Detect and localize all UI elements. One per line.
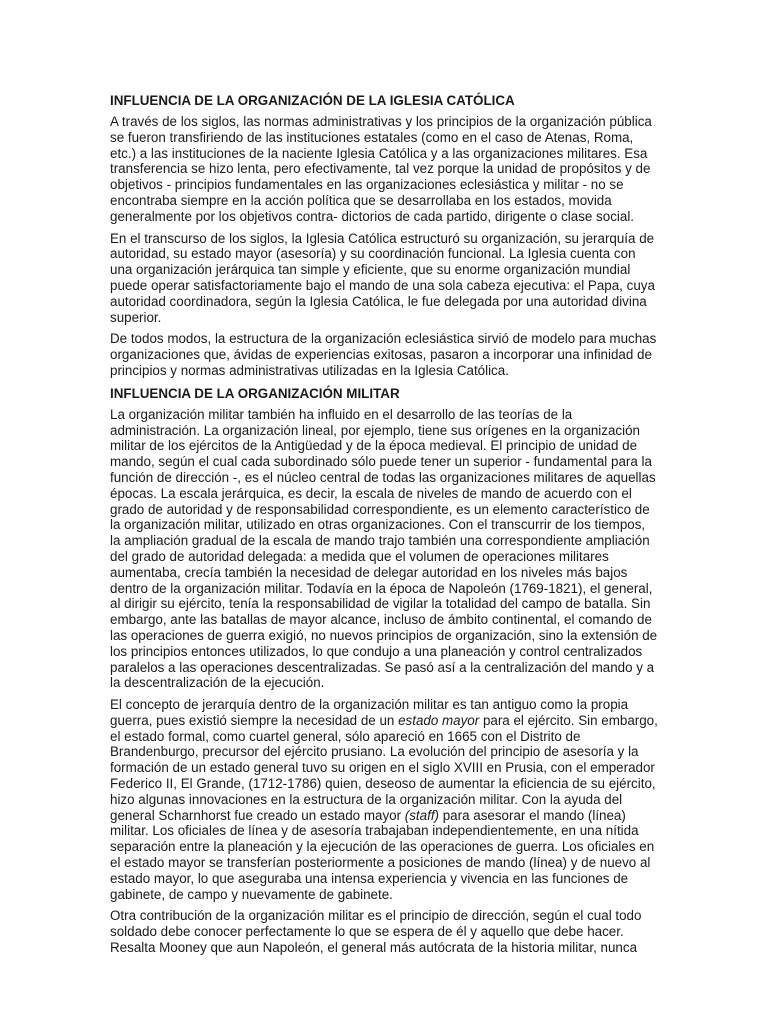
term-staff: (staff) bbox=[404, 807, 440, 823]
section-heading-military: INFLUENCIA DE LA ORGANIZACIÓN MILITAR bbox=[110, 385, 400, 401]
term-estado-mayor: estado mayor bbox=[398, 712, 480, 728]
paragraph-military-2-part-b: para el ejército. Sin embargo, el estado formal, como cuartel general, sólo apareció en 1665 con el Distrito de Brandenburgo, precursor del ejército prusiano. La evolución del principio de asesoría y la formación de un estado general tuvo su origen en el siglo XVIII en Prusia, con el emperador Federico II, El Grande, (1712-1786) quien, deseoso de aumentar la eficiencia de su ejército, hizo algunas innovaciones en la estructura de la organización militar. Con la ayuda del general Scharnhorst fue creado un estado mayor bbox=[110, 712, 658, 823]
paragraph-church-1: A través de los siglos, las normas administrativas y los principios de la organización pública se fueron transfiriendo de las instituciones estatales (como en el caso de Atenas, Roma, etc.) a las instituciones de la naciente Iglesia Católica y a las organizaciones militares. Esa transferencia se hizo lenta, pero efectivamente, tal vez porque la unidad de propósitos y de objetivos - principios fundamentales en las organizaciones eclesiástica y militar - no se encontraba siempre en la acción política que se desarrollaba en los estados, movida generalmente por los objetivos contra- dictorios de cada partido, dirigente o clase social. bbox=[110, 114, 652, 224]
paragraph-military-2-part-c: para asesorar el mando (línea) militar. Los oficiales de línea y de asesoría trabajaban independientemente, en una nítida separación entre la planeación y la ejecución de las operaciones de guerra. Los oficiales en el estado mayor se transferían posteriormente a posiciones de mando (línea) y de nuevo al estado mayor, lo que aseguraba una intensa experiencia y vivencia en las funciones de gabinete, de campo y nuevamente de gabinete. bbox=[110, 807, 655, 902]
paragraph-military-1: La organización militar también ha influido en el desarrollo de las teorías de la administración. La organización lineal, por ejemplo, tiene sus orígenes en la organización militar de los ejércitos de la Antigüedad y de la época medieval. El principio de unidad de mando, según el cual cada subordinado sólo puede tener un superior - fundamental para la función de dirección -, es el núcleo central de todas las organizaciones militares de aquellas épocas. La escala jerárquica, es decir, la escala de niveles de mando de acuerdo con el grado de autoridad y de responsabilidad correspondiente, es un elemento característico de la organización militar, utilizado en otras organizaciones. Con el transcurrir de los tiempos, la ampliación gradual de la escala de mando trajo también una correspondiente ampliación del grado de autoridad delegada: a medida que el volumen de operaciones militares aumentaba, crecía también la necesidad de delegar autoridad en los niveles más bajos dentro de la organización militar. Todavía en la época de Napoleón (1769-1821), el general, al dirigir su ejército, tenía la responsabilidad de vigilar la totalidad del campo de batalla. Sin embargo, ante las batallas de mayor alcance, incluso de ámbito continental, el comando de las operaciones de guerra exigió, no nuevos principios de organización, sino la extensión de los principios entonces utilizados, lo que condujo a una planeación y control centralizados paralelos a las operaciones descentralizadas. Se pasó así a la centralización del mando y a la descentralización de la ejecución. bbox=[110, 406, 658, 691]
paragraph-church-2: En el transcurso de los siglos, la Iglesia Católica estructuró su organización, su jerarquía de autoridad, su estado mayor (asesoría) y su coordinación funcional. La Iglesia cuenta con una organización jerárquica tan simple y eficiente, que su enorme organización mundial puede operar satisfactoriamente bajo el mando de una sola cabeza ejecutiva: el Papa, cuya autoridad coordinadora, según la Iglesia Católica, le fue delegada por una autoridad divina superior. bbox=[110, 230, 655, 325]
paragraph-military-2 bbox=[110, 697, 658, 902]
paragraph-military-2-part-a: El concepto de jerarquía dentro de la organización militar es tan antiguo como la propia guerra, pues existió siempre la necesidad de un bbox=[110, 697, 629, 728]
document-page bbox=[110, 92, 658, 962]
paragraph-military-3: Otra contribución de la organización militar es el principio de dirección, según el cual todo soldado debe conocer perfectamente lo que se espera de él y aquello que debe hacer. Resalta Mooney que aun Napoleón, el general más autócrata de la historia militar, nunca bbox=[110, 908, 642, 956]
section-heading-church: INFLUENCIA DE LA ORGANIZACIÓN DE LA IGLESIA CATÓLICA bbox=[110, 93, 515, 108]
paragraph-church-3: De todos modos, la estructura de la organización eclesiástica sirvió de modelo para muchas organizaciones que, ávidas de experiencias exitosas, pasaron a incorporar una infinidad de principios y normas administrativas utilizadas en la Iglesia Católica. bbox=[110, 331, 657, 378]
